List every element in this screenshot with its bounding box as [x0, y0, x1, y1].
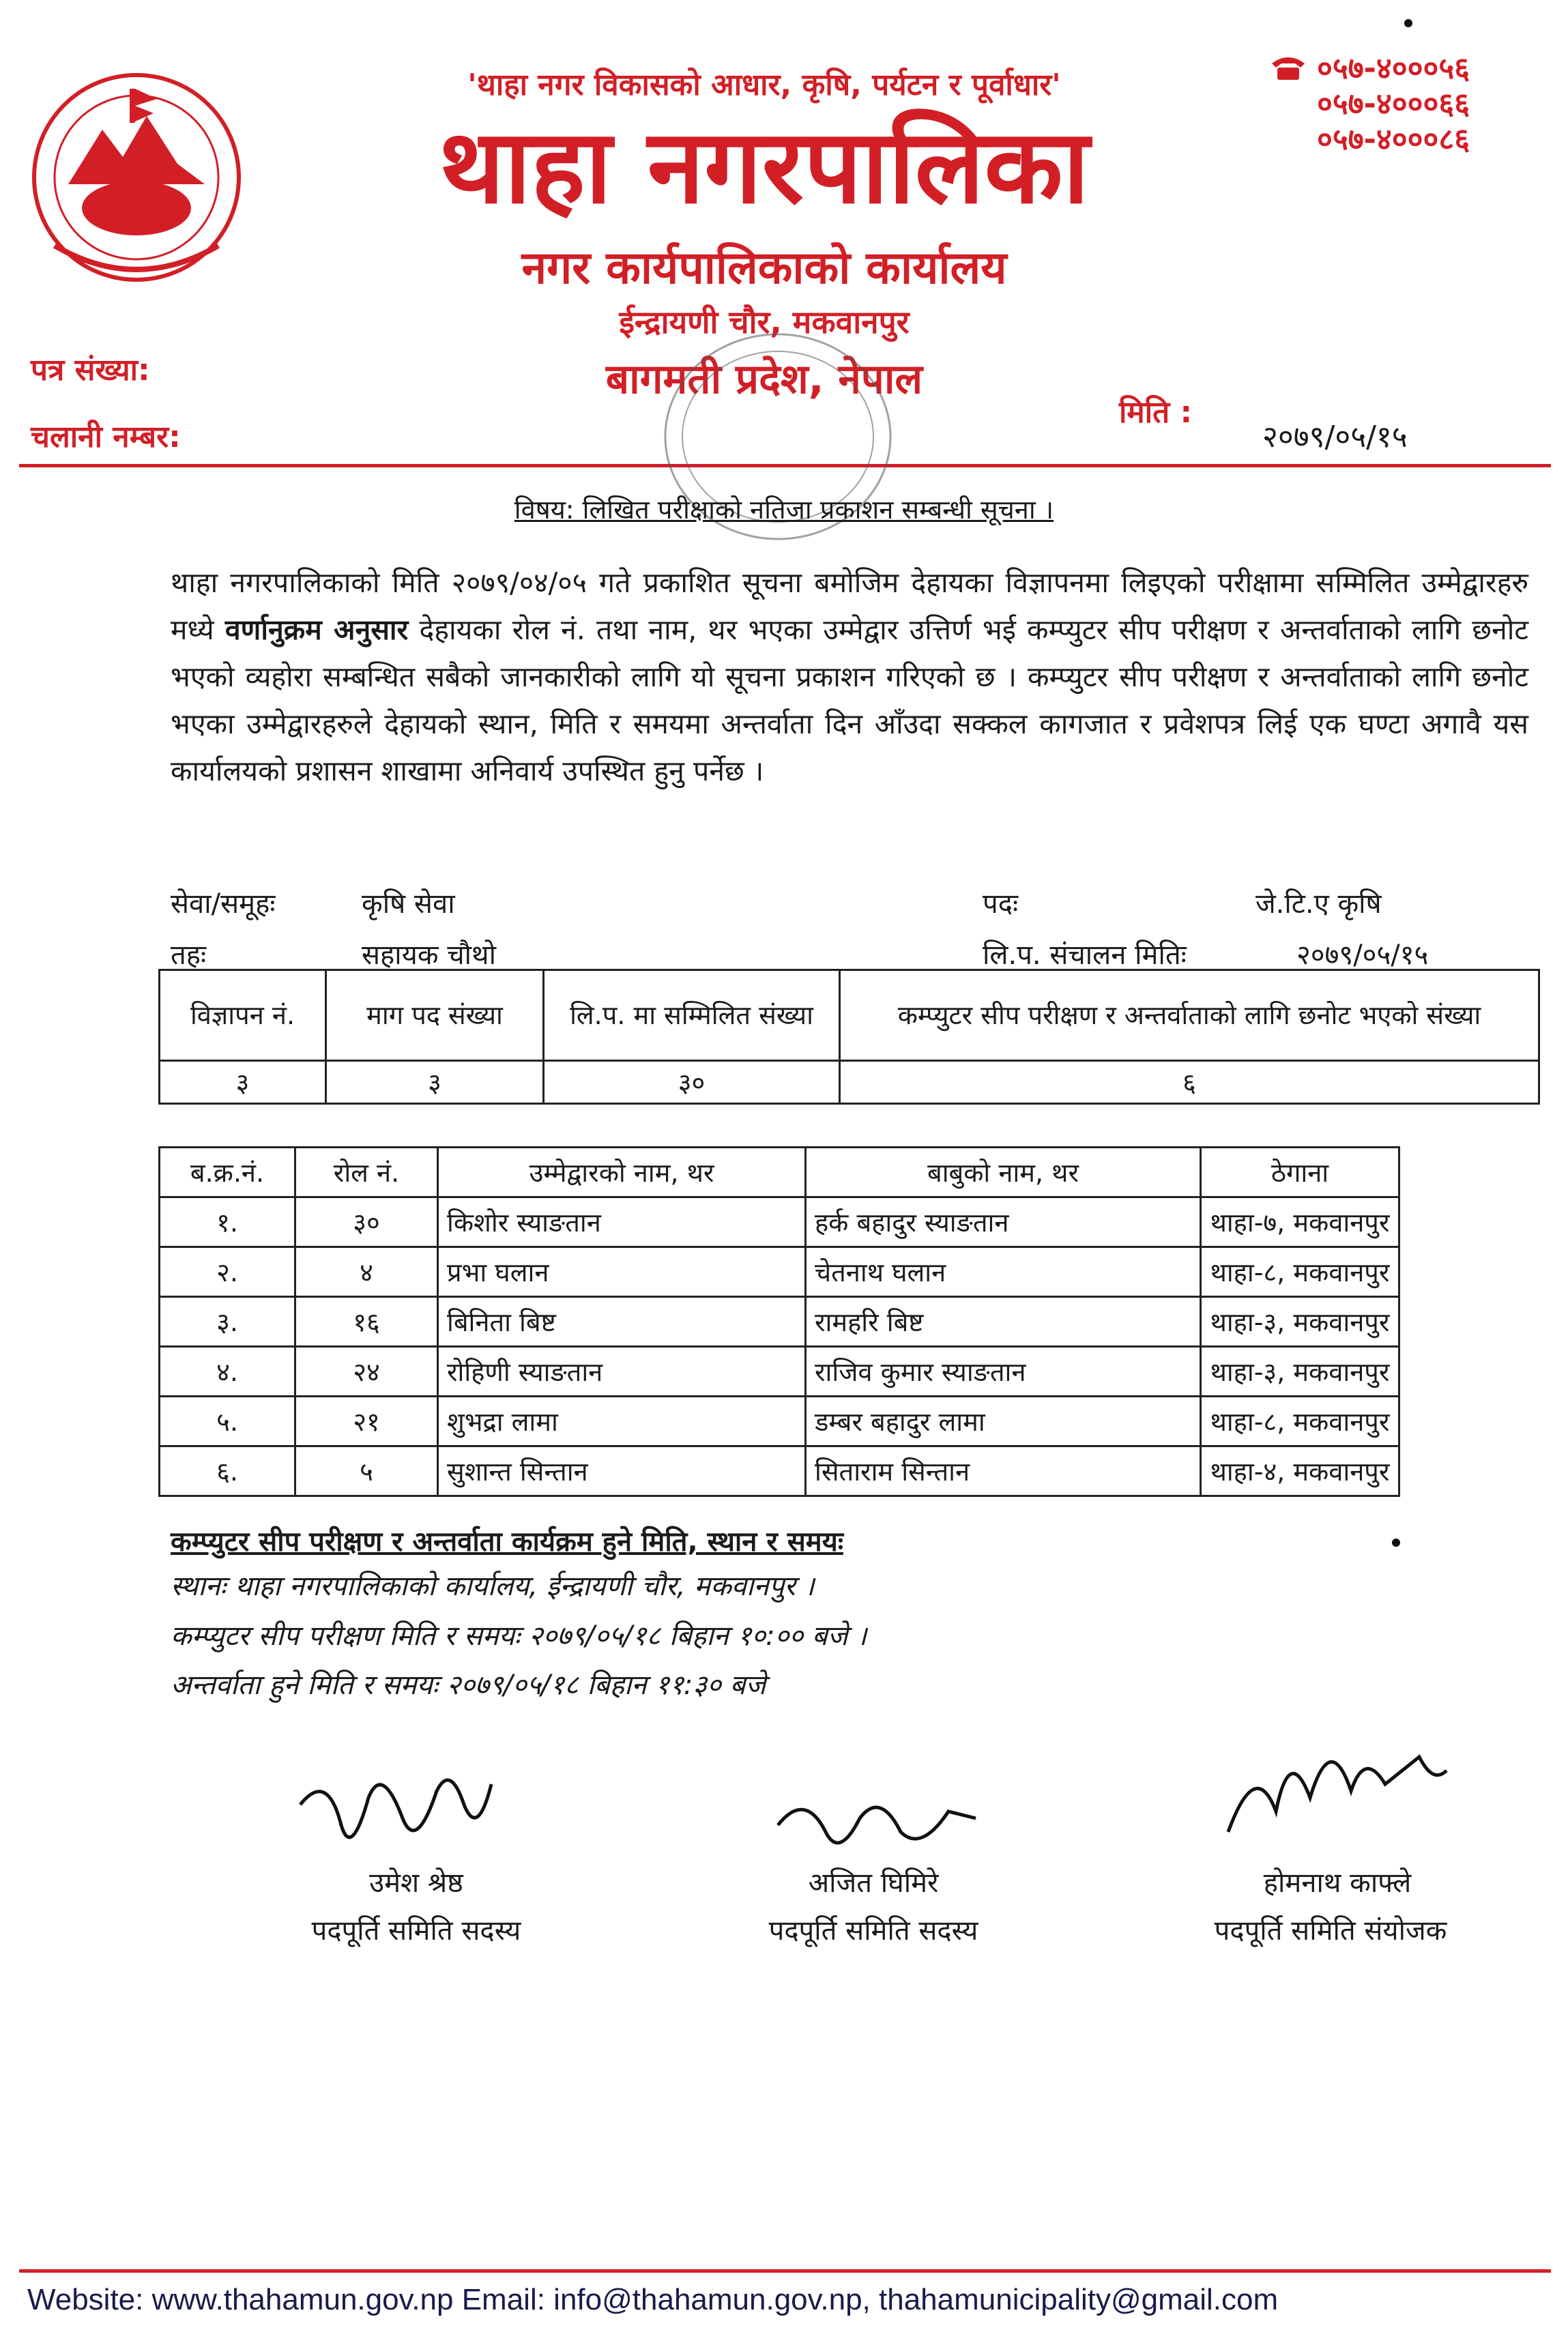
office-address: ईन्द्रायणी चौर, मकवानपुर [619, 304, 910, 340]
address-cell: थाहा-३, मकवानपुर [1201, 1347, 1399, 1397]
phone-number-3: ०५७-४०००८६ [1317, 122, 1470, 157]
signatory-1-role: पदपूर्ति समिति सदस्य [311, 1915, 521, 1947]
phone-numbers [1269, 51, 1542, 158]
footer-divider [19, 2269, 1551, 2273]
serial-cell: २. [160, 1247, 295, 1297]
result-header-row [160, 1148, 1399, 1197]
office-province: बागमती प्रदेश, नेपाल [605, 355, 923, 403]
table-row [160, 1347, 1399, 1397]
roll-cell: ३० [295, 1197, 438, 1247]
candidate-name-cell: शुभद्रा लामा [438, 1397, 806, 1446]
father-name-cell: हर्क बहादुर स्याङतान [806, 1197, 1201, 1247]
table-row [160, 1397, 1399, 1446]
speck-mark [1392, 1539, 1400, 1547]
serial-cell: ६. [160, 1446, 295, 1496]
speck-mark [1404, 19, 1412, 27]
result-table [158, 1146, 1400, 1497]
result-header-cell: ब.क्र.नं. [160, 1148, 295, 1197]
phone-line-3 [1269, 122, 1542, 158]
post-value: जे.टि.ए कृषि [1255, 888, 1382, 920]
result-header-cell: ठेगाना [1201, 1148, 1399, 1197]
table-row [160, 1446, 1399, 1496]
dispatch-number-label: चलानी नम्बर: [31, 420, 181, 454]
date-label: मिति : [1119, 395, 1193, 430]
result-header-cell: बाबुको नाम, थर [806, 1148, 1201, 1197]
roll-cell: १६ [295, 1297, 438, 1347]
summary-row [160, 1061, 1539, 1104]
serial-cell: ३. [160, 1297, 295, 1347]
notice-body [171, 559, 1528, 795]
signature-3 [1215, 1716, 1460, 1852]
candidate-name-cell: किशोर स्याङतान [438, 1197, 806, 1247]
summary-table [158, 969, 1540, 1105]
schedule-title: कम्प्युटर सीप परीक्षण र अन्तर्वाता कार्यक्रम हुने मिति, स्थान र समयः [171, 1526, 843, 1558]
phone-number-2: ०५७-४०००६६ [1317, 87, 1470, 121]
table-row [160, 1197, 1399, 1247]
roll-cell: ५ [295, 1446, 438, 1496]
letter-number-label: पत्र संख्या: [31, 353, 150, 388]
schedule-place: स्थानः थाहा नगरपालिकाको कार्यालय, ईन्द्रायणी चौर, मकवानपुर । [171, 1571, 815, 1602]
notice-body-part1: थाहा नगरपालिकाको मिति २०७९/०४/०५ गते प्रकाशित सूचना बमोजिम देहायका विज्ञापनमा लिइएको परीक्षामा सम्मिलित उम्मेद्वारहरु मध्ये [171, 566, 1528, 646]
telephone-icon [1269, 54, 1307, 81]
table-row [160, 1247, 1399, 1297]
summary-cell: ३ [326, 1061, 544, 1104]
notice-subject: विषय: लिखित परीक्षाको नतिजा प्रकाशन सम्बन्धी सूचना । [514, 495, 1054, 525]
candidate-name-cell: रोहिणी स्याङतान [438, 1347, 806, 1397]
office-subtitle: नगर कार्यपालिकाको कार्यालय [521, 242, 1007, 294]
serial-cell: ४. [160, 1347, 295, 1397]
footer-contact: Website: www.thahamun.gov.np Email: info@thahamun.gov.np, thahamunicipality@gmail.com [27, 2283, 1279, 2316]
municipality-slogan: 'थाहा नगर विकासको आधार, कृषि, पर्यटन र पूर्वाधार' [467, 68, 1061, 102]
notice-body-emphasis: वर्णानुक्रम अनुसार [224, 613, 409, 646]
serial-cell: १. [160, 1197, 295, 1247]
office-name-title: थाहा नगरपालिका [439, 108, 1090, 227]
roll-cell: २१ [295, 1397, 438, 1446]
signatory-2-name: अजित घिमिरे [808, 1867, 939, 1899]
father-name-cell: सिताराम सिन्तान [806, 1446, 1201, 1496]
address-cell: थाहा-७, मकवानपुर [1201, 1197, 1399, 1247]
service-value: कृषि सेवा [362, 888, 455, 920]
summary-header-cell: कम्प्युटर सीप परीक्षण र अन्तर्वाताको लागि छनोट भएको संख्या [840, 970, 1539, 1061]
candidate-name-cell: प्रभा घलान [438, 1247, 806, 1297]
roll-cell: २४ [295, 1347, 438, 1397]
notice-body-part2: देहायका रोल नं. तथा नाम, थर भएका उम्मेद्वार उत्तिर्ण भई कम्प्युटर सीप परीक्षण र अन्तर्वाताको लागि छनोट भएको व्यहोरा सम्बन्धित सबैको जानकारीको लागि यो सूचना प्रकाशन गरिएको छ । कम्प्युटर सीप परीक्षण र अन्तर्वाताको लागि छनोट भएका उम्मेद्वारहरुले देहायको स्थान, मिति र समयमा अन्तर्वाता दिन आँउदा सक्कल कागजात र प्रवेशपत्र लिई एक घण्टा अगावै यस कार्यालयको प्रशासन शाखामा अनिवार्य उपस्थित हुनु पर्नेछ । [171, 613, 1529, 787]
address-cell: थाहा-८, मकवानपुर [1201, 1247, 1399, 1297]
summary-header-cell: विज्ञापन नं. [160, 970, 326, 1061]
roll-cell: ४ [295, 1247, 438, 1297]
schedule-test-time: कम्प्युटर सीप परीक्षण मिति र समयः २०७९/०५/१८ बिहान १०:०० बजे । [171, 1620, 867, 1652]
service-label: सेवा/समूहः [171, 888, 276, 920]
candidate-name-cell: सुशान्त सिन्तान [438, 1446, 806, 1496]
phone-line-1 [1269, 51, 1542, 87]
table-row [160, 1297, 1399, 1347]
level-label: तहः [171, 940, 207, 971]
signatory-1-name: उमेश श्रेष्ठ [369, 1867, 463, 1899]
father-name-cell: राजिव कुमार स्याङतान [806, 1347, 1201, 1397]
signature-1 [287, 1743, 532, 1880]
level-value: सहायक चौथो [362, 940, 496, 971]
summary-header-cell: लि.प. मा सम्मिलित संख्या [544, 970, 840, 1061]
result-header-cell: उम्मेद्वारको नाम, थर [438, 1148, 806, 1197]
phone-line-2 [1269, 87, 1542, 122]
schedule-interview-time: अन्तर्वाता हुने मिति र समयः २०७९/०५/१८ बिहान ११:३० बजे [171, 1670, 766, 1701]
father-name-cell: डम्बर बहादुर लामा [806, 1397, 1201, 1446]
summary-cell: ६ [840, 1061, 1539, 1104]
summary-header-row [160, 970, 1539, 1061]
father-name-cell: चेतनाथ घलान [806, 1247, 1201, 1297]
result-header-cell: रोल नं. [295, 1148, 438, 1197]
summary-cell: ३० [544, 1061, 840, 1104]
serial-cell: ५. [160, 1397, 295, 1446]
summary-header-cell: माग पद संख्या [326, 970, 544, 1061]
signatory-3-role: पदपूर्ति समिति संयोजक [1214, 1915, 1447, 1947]
signatory-3-name: होमनाथ काफ्ले [1263, 1867, 1412, 1899]
exam-date-value: २०७९/०५/१५ [1296, 940, 1429, 971]
address-cell: थाहा-४, मकवानपुर [1201, 1446, 1399, 1496]
phone-number-1: ०५७-४०००५६ [1317, 51, 1470, 86]
signatory-2-role: पदपूर्ति समिति सदस्य [768, 1915, 978, 1947]
summary-cell: ३ [160, 1061, 326, 1104]
address-cell: थाहा-८, मकवानपुर [1201, 1397, 1399, 1446]
exam-date-label: लि.प. संचालन मितिः [983, 940, 1187, 971]
father-name-cell: रामहरि बिष्ट [806, 1297, 1201, 1347]
date-value: २०७९/०५/१५ [1262, 420, 1408, 454]
nepal-emblem-logo [27, 68, 246, 293]
post-label: पदः [983, 888, 1019, 920]
candidate-name-cell: बिनिता बिष्ट [438, 1297, 806, 1347]
address-cell: थाहा-३, मकवानपुर [1201, 1297, 1399, 1347]
